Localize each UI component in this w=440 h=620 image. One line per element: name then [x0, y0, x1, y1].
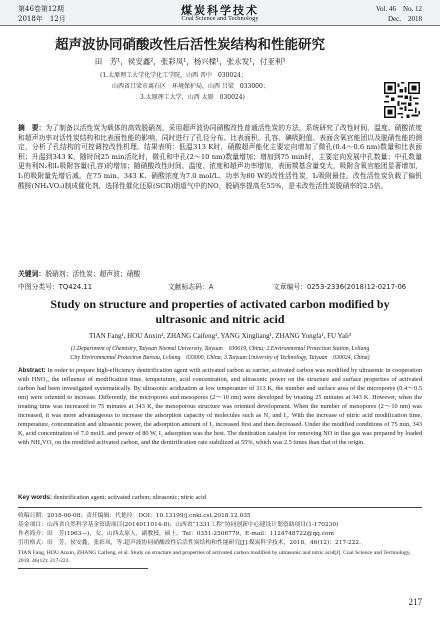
header-date-en: Dec. 2018 [387, 15, 422, 23]
header-volume-issue-en: Vol. 46 No. 12 [375, 5, 422, 13]
running-header [0, 0, 440, 26]
citation-en: TIAN Fang, HOU Anxin, ZHANG Caifeng, et al. Study on structure and properties of activated carbon modified by ultrasonic and nitric acid[J]. Coal Science and Technology, 2018, 46(12): 217-222. [18, 550, 411, 565]
footnote-received: 收稿日期：2018-06-08；责任编辑：代艳玲 DOI：10.13199/j.cnki.cst.2018.12.035 [18, 513, 251, 519]
clc-number: 中图分类号：TQ424.11 [18, 283, 93, 291]
keywords-cn-label: 关键词： [18, 270, 46, 278]
affiliation-cn-3: 3.太原理工大学，山西 太原 030024) [140, 94, 245, 101]
article-number: 文章编号：0253-2336(2018)12-0217-06 [273, 283, 407, 291]
keywords-cn-text: 脱硝剂；活性炭；超声波；硝酸 [45, 270, 141, 278]
divider-rule [18, 507, 422, 508]
journal-name-cn: 煤炭科学技术 [181, 4, 259, 17]
affiliation-en-2: City Environmental Protection Bureau, Lvliang 033000, China; 3.Taiyuan University of Technology, Taiyuan 030024, China) [70, 355, 370, 361]
abstract-en-label: Abstract: [18, 367, 46, 374]
keywords-en [18, 494, 422, 501]
page-number: 217 [408, 597, 422, 607]
footnote-citation-cn: 引用格式：田 芳，侯安鑫，张彩凤，等.超声波协同硝酸改性后活性炭结构和性能研究[J].煤炭科学技术，2018，46(12)：217-222. [18, 540, 361, 546]
keywords-cn [18, 268, 422, 278]
abstract-cn [18, 124, 422, 191]
article-title-en: Study on structure and properties of activated carbon modified by ultrasonic and nitric acid [50, 297, 390, 326]
authors-cn: 田 芳¹，侯安鑫²，张彩凤¹，杨兴樑¹，张永发¹，付亚利³ [94, 57, 286, 66]
abstract-cn-text: 为了制备以活性炭为载体的高效脱硝剂，采用超声波协同硝酸改性普通活性炭的方法，系统研究了改性时间、温度、硝酸浓度和超声功率对活性炭结构和比表面性能的影响，同时进行了孔径分布、比表面积、孔容、碘吸附值、表面含氧官能团以及脱硝性能的测定，分析了孔结构的可控调控改性机理。结果表明：低温313 K时，硝酸超声能化主要定向增加了微孔(0.4～0.6 nm)数量和比表面积；升温到343 K，随时间25 min活化时，微孔和中孔(2～10 nm)数量增加；增加到75 min时，主要定向发展中孔数量；中孔数量更有利N₂和I₂吸附容量(孔容)的增加；随硝酸改性时间、温度、浓度和超声功率增加，表面羰基含量变大，吸附含氧官能团显著增加，I₂的吸附量先增后减。在75 min、343 K、硝酸浓度为7.0 mol/L、功率为80 W的改性活性炭，I₂吸附最佳。改性活性炭负载了偏钒酸胺(NH₄VO₃)制成催化剂，选择性催化还原(SCR)烟道气中的NO，脱硝率提高至55%，是未改性活性炭脱硝率的2.5倍。 [18, 124, 423, 190]
footnote-funding: 基金项目：山西省自然科学基金资助项目(2014011014-8)；山西省“1331工程”协同创新中心建设计划资助项目(1-170230) [18, 522, 339, 528]
affiliation-cn-2: 山西省吕梁市离石区 环境保护局，山西 吕梁 033000； [112, 83, 269, 90]
affiliation-cn-1: (1.太原理工大学化学化工学院，山西 晋中 030024； [100, 72, 247, 79]
abstract-en-text: In order to prepare high-efficiency denitrification agent with activated carbon as carrier, activated carbon was modified by ultrasonic in cooperation with HNO₃, the influence of modification time, temperature, acid concentration, and ultrasonic power on the structure and surface properties of activated carbon had been investigated systematically. By ultrasonic acidization at low temperature of 313 K, the number and surface area of the micropores (0.4～0.5 nm) were oriented to increase. Differently, the micropores and mesopores (2～10 nm) were developed by treating 25 minutes at 343 K. However, when the treating time was increased to 75 minutes at 343 K, the mesoporous structure was oriented development. When the number of mesopores (2～10 nm) was increased, it was more advantageous to increase the adsorption capacity of molecules such as N₂ and I₂. With the increase of nitric acid modification time, temperature, concentration and ultrasonic power, the adsorption amount of I₂ increased first and then decreased. Under the modified conditions of 75 min, 343 K, acid concentration of 7.0 mol/L and power of 80 W, I₂ adsorption was the best. The denitration catalyst for removing NO in flue gas was prepared by loaded with NH₄VO₃ on the modified activated carbon, and the denitrification rate stabilized at 55%, which was 2.5 times than that of the origin. [18, 367, 422, 447]
keywords-en-label: Key words: [18, 494, 52, 501]
document-code: 文献标志码：A [168, 283, 214, 291]
header-volume-issue-cn: 第46卷第12期 [18, 5, 64, 13]
authors-en: TIAN Fang¹, HOU Anxin², ZHANG Caifeng¹, YANG Xingliang¹, ZHANG Yongfa¹, FU Yali³ [89, 332, 351, 340]
qr-code [384, 82, 420, 118]
header-date-cn: 2018年 12月 [18, 15, 66, 23]
footer-rule [18, 568, 148, 569]
affiliation-en-1: (1.Department of Chemistry, Taiyuan Normal University, Taiyuan 030619, China; 2.Environmental Protection Station, Lvliang [70, 346, 370, 352]
keywords-en-text: denitrification agent; activated carbon; ultrasonic; nitric acid [53, 494, 206, 501]
abstract-en [18, 366, 422, 447]
footnote-author-bio: 作者简介：田 芳(1963—)，女，山西太原人，副教授，硕士。Tel：0351-2506779，E-mail：1124748722@qq.com [18, 531, 334, 537]
journal-name-en: Coal Science and Technology [181, 15, 259, 22]
article-title-cn: 超声波协同硝酸改性后活性炭结构和性能研究 [55, 37, 325, 53]
abstract-cn-label: 摘 要： [18, 124, 46, 132]
